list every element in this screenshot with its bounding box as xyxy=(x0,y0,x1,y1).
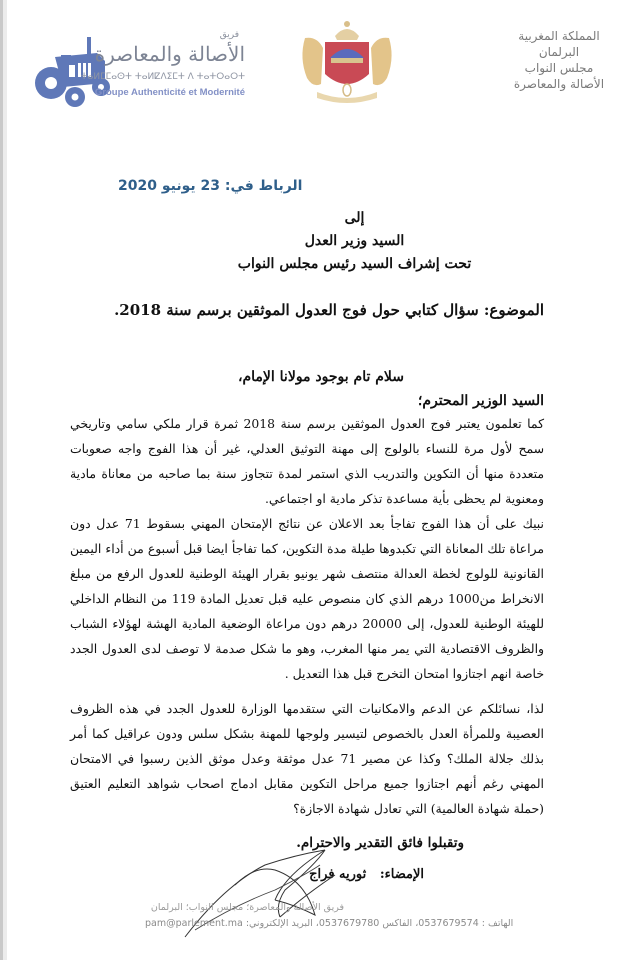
letter-date: الرباط في: 23 يونيو 2020 xyxy=(118,178,303,194)
party-text-block xyxy=(80,30,245,99)
body-paragraph-1: كما تعلمون يعتبر فوج العدول الموثقين برسم سنة 2018 ثمرة قرار ملكي سامي وتاريخي سمح لأول مرة للنساء بالولوج إلى مهنة التوثيق العدلي، غير أن هذا الفوج واجه صعوبات متعددة منها أن التكوين والتدريب الذي استمر لمدة تتجاوز سنة بما صاحبه من معاناة مادية ومعنوية لم يحظى بأية مساعدة تذكر مادية او اجتماعي. xyxy=(70,416,544,506)
org-house: مجلس النواب xyxy=(524,61,594,75)
signature-line xyxy=(70,865,544,885)
letter-body xyxy=(70,299,544,885)
party-name-tifinagh: ⵜⴰⵍⵎⵎⴰⵙⵜ ⵜⴰⵍⵇⴷⵉⵎⵜ ⴷ ⵜⴰⵜⵔⴰⵔⵜ xyxy=(80,72,245,82)
party-name-french: Groupe Authenticité et Modernité xyxy=(94,87,245,98)
address-recipient: السيد وزير العدل xyxy=(304,233,405,249)
party-name-arabic: الأصالة والمعاصرة xyxy=(94,42,245,66)
org-party: الأصالة والمعاصرة xyxy=(513,77,605,91)
closing-line: وتقبلوا فائق التقدير والاحترام. xyxy=(296,835,464,851)
address-via: تحت إشراف السيد رئيس مجلس النواب xyxy=(237,256,472,272)
party-prefix: فريق xyxy=(219,30,239,40)
signatory-name: ثوريه فراج xyxy=(309,867,367,882)
footer-organization: فريق الأصالة والمعاصرة؛ مجلس النواب؛ البرلمان xyxy=(150,902,344,913)
body-paragraph-3: لذا، نسائلكم عن الدعم والامكانيات التي ستقدمها الوزارة للعدول الجدد في هذه الظروف العصيبة وللمرأة العدل بالخصوص لتيسير ولوجها للمهنة بشكل سلس ودون عراقيل كما أمر بذلك جلالة الملك؟ وكذا عن مصير 71 عدل موثقة وعدل موثق الذين رسبوا في الامتحان المهني رغم أنهم اجتازوا جميع مراحل التكوين مقابل ادماج اصحاب شواهد التعليم العتيق (حملة شهادة العالمية) التي تعادل شهادة الاجازة؟ xyxy=(70,701,544,816)
org-parliament: البرلمان xyxy=(538,45,580,59)
salutation: سلام تام بوجود مولانا الإمام، xyxy=(237,369,404,385)
footer-contact: الهاتف : 0537679574، الفاكس 0537679780، البريد الإلكتروني: pam@parlement.ma xyxy=(145,918,514,929)
party-logo xyxy=(35,30,245,115)
organization-header xyxy=(499,28,619,92)
greeting: السيد الوزير المحترم؛ xyxy=(417,393,544,409)
coat-of-arms-icon xyxy=(297,18,397,110)
page-edge-shadow xyxy=(3,0,7,960)
recipient-block xyxy=(0,207,619,276)
letter-subject: الموضوع: سؤال كتابي حول فوج العدول الموثقين برسم سنة 2018. xyxy=(114,301,544,319)
org-kingdom: المملكة المغربية xyxy=(518,29,600,43)
signature-label: الإمضاء: xyxy=(379,867,424,882)
body-paragraph-2: نبيك على أن هذا الفوج تفاجأ بعد الاعلان عن نتائج الإمتحان المهني بسقوط 71 عدل دون مراعاة تلك المعاناة التي تكبدوها طيلة مدة التكوين، كما تفاجأ ايضا قبل أسبوع من أداء اليمين القانونية للولوج لخطة العدالة منتصف شهر يونيو بقرار الهيئة الوطنية للعدول الرفع من مبلغ الانخراط من1000 درهم الذي كان منصوص عليه قبل تعديل المادة 119 من النظام الداخلي للهيئة الوطنية للعدول، إلى 20000 درهم دون مراعاة الوضعية المادية الهشة لهؤلاء الشباب والظروف الاقتصادية التي يمر منها المغرب، وهو ما شكل صدمة لا توصف لدى العدول الجدد خاصة انهم اجتازوا امتحان التخرج قبل هذا التعديل . xyxy=(70,516,544,681)
address-to: إلى xyxy=(344,210,365,226)
